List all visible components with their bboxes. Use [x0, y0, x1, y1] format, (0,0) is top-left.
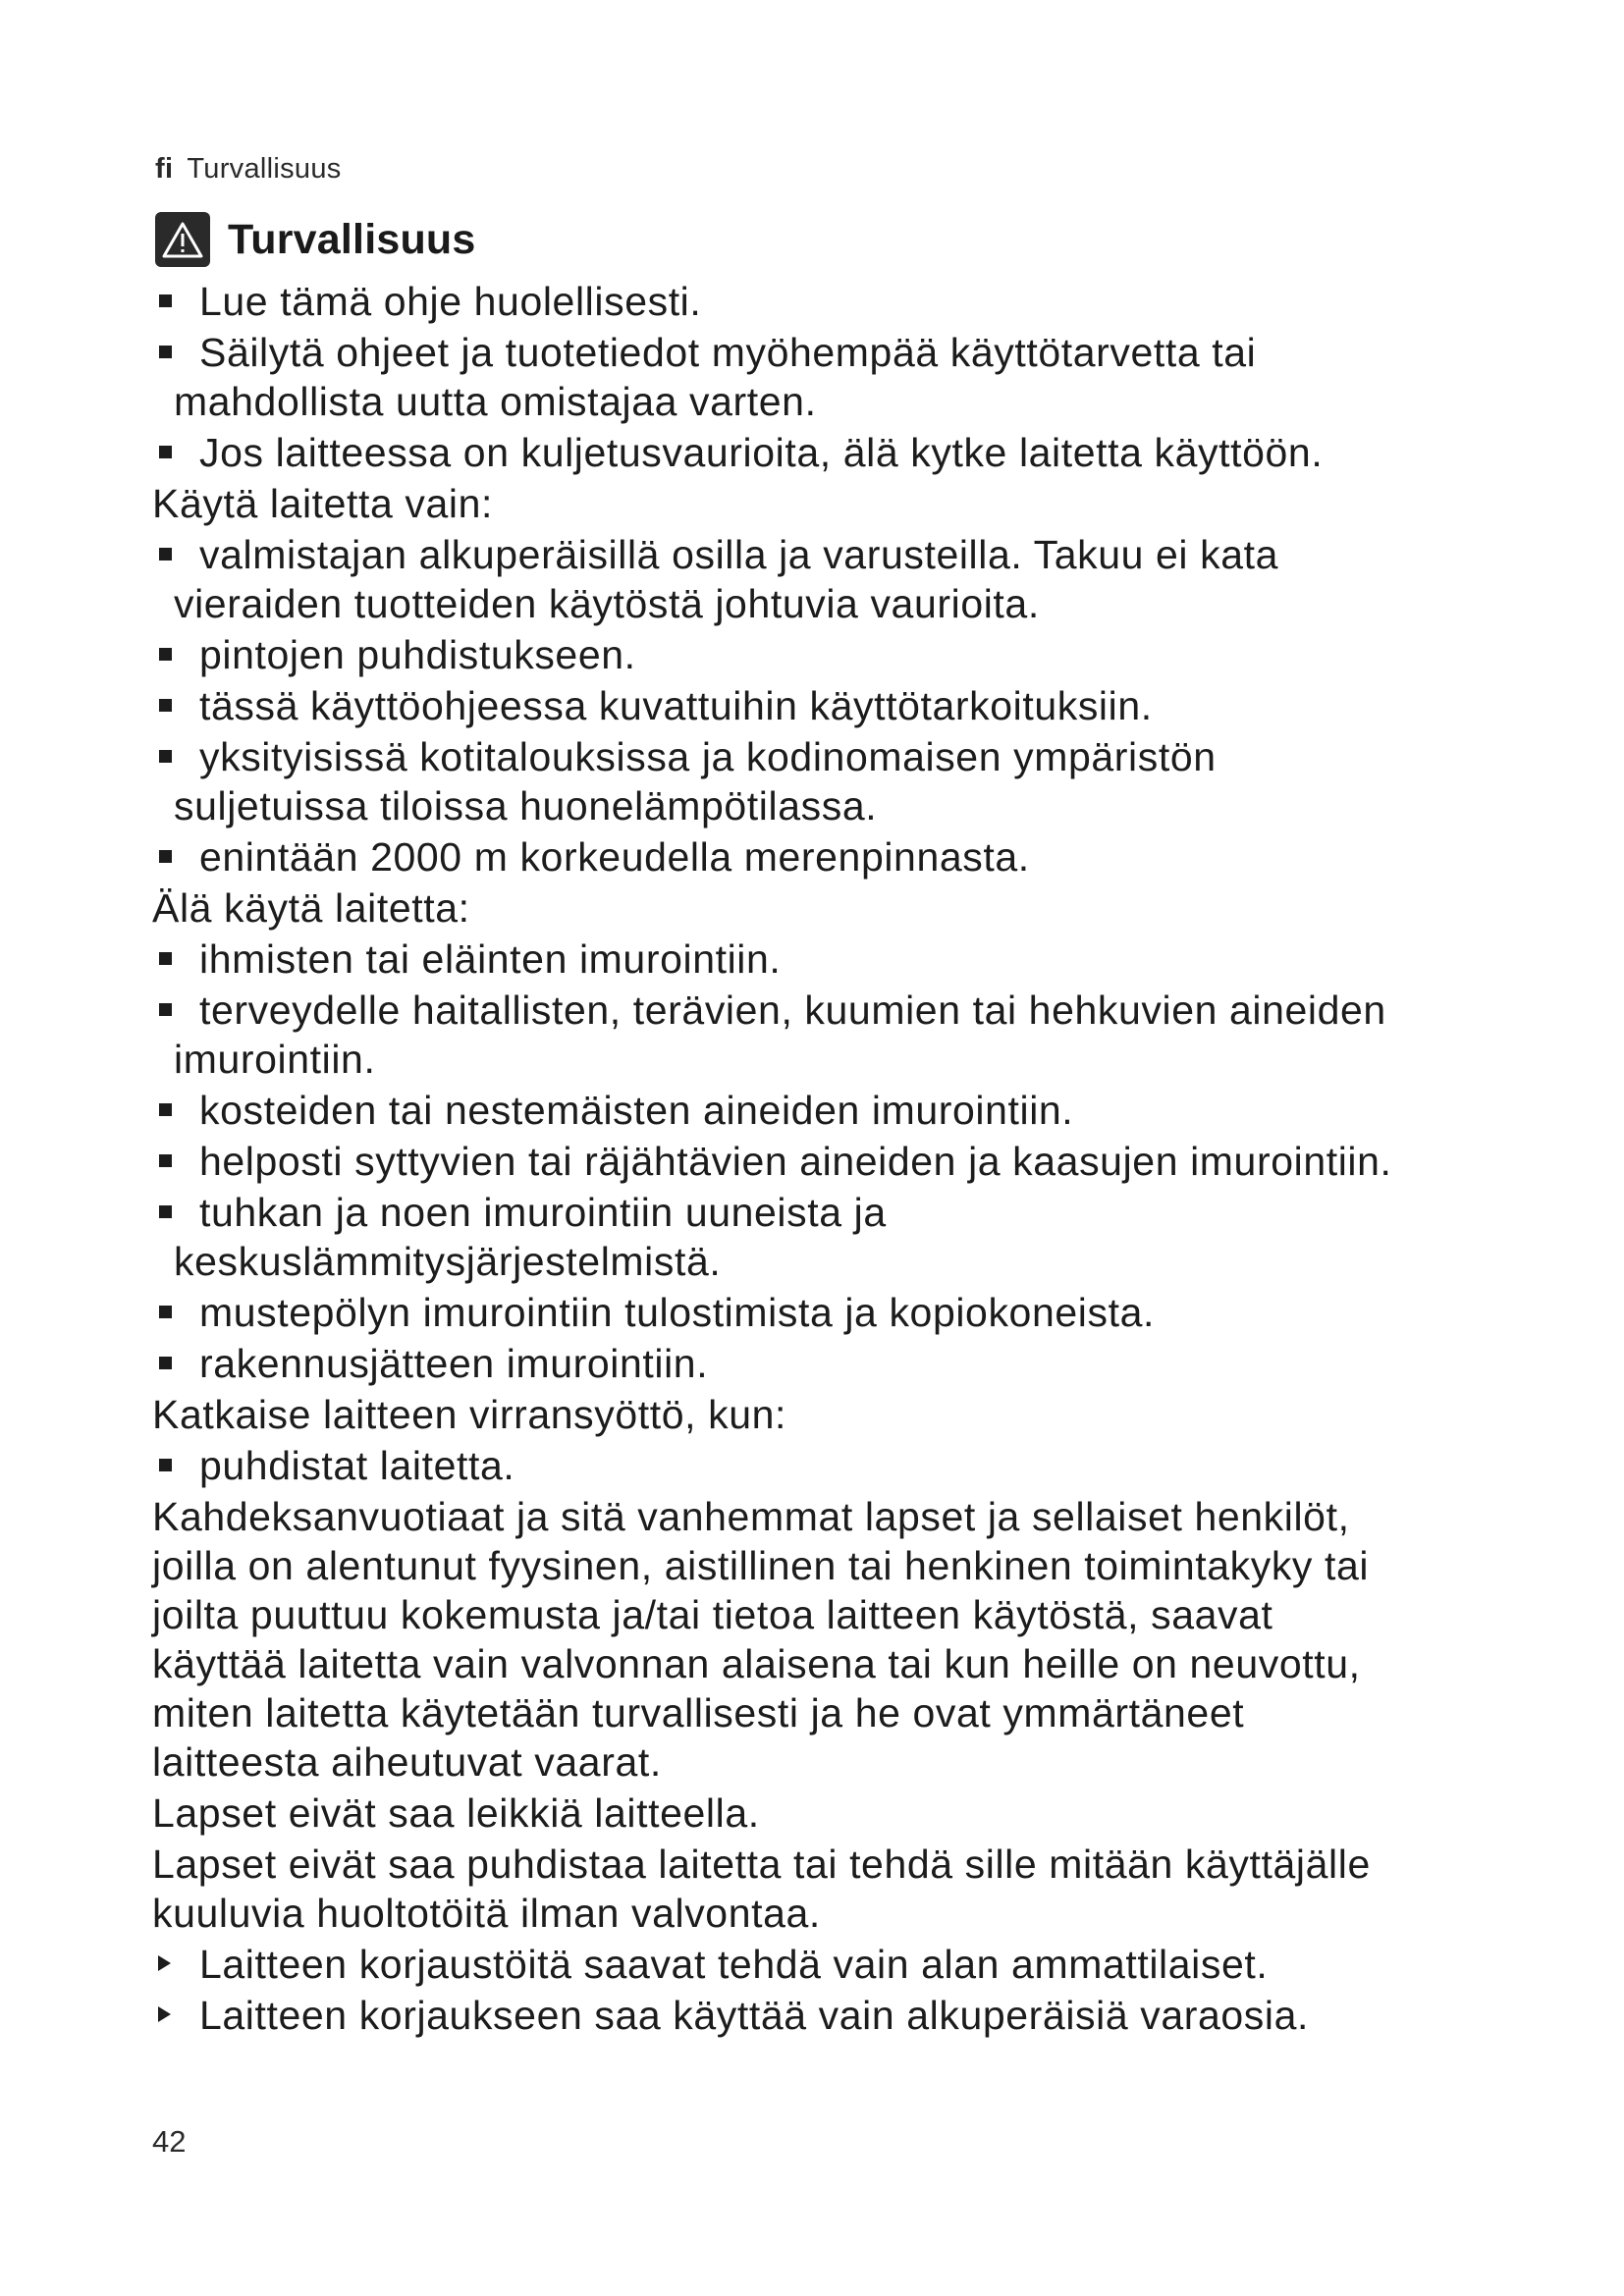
list-item-text: imurointiin.: [174, 1037, 376, 1082]
paragraph-no-cleaning: [152, 1840, 1527, 1938]
paragraph-line: joilta puuttuu kokemusta ja/tai tietoa laitteen käytöstä, saavat: [152, 1592, 1273, 1637]
list-item-text: helposti syttyvien tai räjähtävien aineiden ja kaasujen imurointiin.: [199, 1139, 1392, 1184]
use-heading: Käytä laitetta vain:: [152, 481, 494, 526]
bullet-icon: [159, 850, 172, 863]
safety-content: [152, 277, 1527, 2042]
disconnect-list: [152, 1441, 1527, 1490]
bullet-icon: [159, 699, 172, 712]
list-item-text: mahdollista uutta omistajaa varten.: [174, 379, 817, 424]
list-item: [152, 277, 1527, 326]
dont-use-heading: Älä käytä laitetta:: [152, 885, 470, 931]
bullet-icon: [159, 294, 172, 307]
language-code: fi: [155, 153, 174, 185]
action-list: [152, 1940, 1527, 2040]
list-item: [152, 1188, 1527, 1286]
list-item: [152, 428, 1527, 477]
list-item: [152, 986, 1527, 1084]
list-item-text: puhdistat laitetta.: [199, 1443, 515, 1488]
list-item: [152, 732, 1527, 830]
paragraph-line: Lapset eivät saa leikkiä laitteella.: [152, 1790, 760, 1836]
list-item-text: vieraiden tuotteiden käytöstä johtuvia vaurioita.: [174, 581, 1040, 626]
use-list: [152, 530, 1527, 881]
list-item: [152, 1288, 1527, 1337]
list-item: [152, 1086, 1527, 1135]
list-item: [152, 934, 1527, 984]
list-item-text: yksityisissä kotitalouksissa ja kodinomaisen ympäristön: [199, 734, 1217, 779]
list-item: [152, 328, 1527, 426]
list-item: [152, 1441, 1527, 1490]
list-item-text: kosteiden tai nestemäisten aineiden imurointiin.: [199, 1088, 1074, 1133]
list-item: [152, 530, 1527, 628]
action-item: [152, 1940, 1527, 1989]
list-item-text: pintojen puhdistukseen.: [199, 632, 636, 677]
bullet-icon: [159, 648, 172, 661]
bullet-icon: [159, 346, 172, 358]
paragraph-line: laitteesta aiheutuvat vaarat.: [152, 1739, 662, 1785]
paragraph-no-play: [152, 1789, 1527, 1838]
list-item-text: valmistajan alkuperäisillä osilla ja varusteilla. Takuu ei kata: [199, 532, 1279, 577]
bullet-icon: [159, 1306, 172, 1318]
action-item: [152, 1991, 1527, 2040]
paragraph-line: miten laitetta käytetään turvallisesti ja he ovat ymmärtäneet: [152, 1690, 1245, 1735]
action-item-text: Laitteen korjaukseen saa käyttää vain alkuperäisiä varaosia.: [199, 1993, 1309, 2038]
paragraph-line: kuuluvia huoltotöitä ilman valvontaa.: [152, 1891, 821, 1936]
bullet-icon: [159, 1103, 172, 1116]
list-item-text: tuhkan ja noen imurointiin uuneista ja: [199, 1190, 887, 1235]
header-section: Turvallisuus: [187, 153, 342, 185]
list-item: [152, 1137, 1527, 1186]
bullet-icon: [159, 1459, 172, 1471]
list-item-text: mustepölyn imurointiin tulostimista ja kopiokoneista.: [199, 1290, 1155, 1335]
bullet-icon: [159, 750, 172, 763]
list-item-text: Lue tämä ohje huolellisesti.: [199, 279, 702, 324]
running-header: [155, 153, 342, 186]
bullet-icon: [159, 952, 172, 965]
list-item-text: keskuslämmitysjärjestelmistä.: [174, 1239, 722, 1284]
bullet-icon: [159, 548, 172, 561]
list-item-text: ihmisten tai eläinten imurointiin.: [199, 936, 782, 982]
arrow-right-icon: [158, 2006, 171, 2022]
paragraph-line: Lapset eivät saa puhdistaa laitetta tai tehdä sille mitään käyttäjälle: [152, 1842, 1371, 1887]
list-item-text: Jos laitteessa on kuljetusvaurioita, älä kytke laitetta käyttöön.: [199, 430, 1324, 475]
bullet-icon: [159, 446, 172, 458]
list-item: [152, 681, 1527, 730]
list-item: [152, 832, 1527, 881]
section-title: Turvallisuus: [228, 215, 476, 263]
list-item-text: rakennusjätteen imurointiin.: [199, 1341, 709, 1386]
page-number: 42: [152, 2124, 187, 2159]
list-item-text: terveydelle haitallisten, terävien, kuumien tai hehkuvien aineiden: [199, 988, 1386, 1033]
list-item-text: enintään 2000 m korkeudella merenpinnasta.: [199, 834, 1030, 880]
list-item-text: suljetuissa tiloissa huonelämpötilassa.: [174, 783, 878, 828]
list-item-text: tässä käyttöohjeessa kuvattuihin käyttötarkoituksiin.: [199, 683, 1153, 728]
paragraph-children-supervision: [152, 1492, 1527, 1787]
action-item-text: Laitteen korjaustöitä saavat tehdä vain alan ammattilaiset.: [199, 1942, 1269, 1987]
dont-use-list: [152, 934, 1527, 1388]
intro-list: [152, 277, 1527, 477]
bullet-icon: [159, 1003, 172, 1016]
bullet-icon: [159, 1357, 172, 1369]
section-title-row: [155, 212, 476, 267]
list-item: [152, 1339, 1527, 1388]
disconnect-heading: Katkaise laitteen virransyöttö, kun:: [152, 1392, 787, 1437]
arrow-right-icon: [158, 1955, 171, 1971]
paragraph-line: Kahdeksanvuotiaat ja sitä vanhemmat lapset ja sellaiset henkilöt,: [152, 1494, 1350, 1539]
paragraph-line: joilla on alentunut fyysinen, aistillinen tai henkinen toimintakyky tai: [152, 1543, 1370, 1588]
paragraph-line: käyttää laitetta vain valvonnan alaisena tai kun heille on neuvottu,: [152, 1641, 1361, 1686]
list-item-text: Säilytä ohjeet ja tuotetiedot myöhempää käyttötarvetta tai: [199, 330, 1257, 375]
bullet-icon: [159, 1154, 172, 1167]
warning-icon: [155, 212, 210, 267]
list-item: [152, 630, 1527, 679]
bullet-icon: [159, 1205, 172, 1218]
